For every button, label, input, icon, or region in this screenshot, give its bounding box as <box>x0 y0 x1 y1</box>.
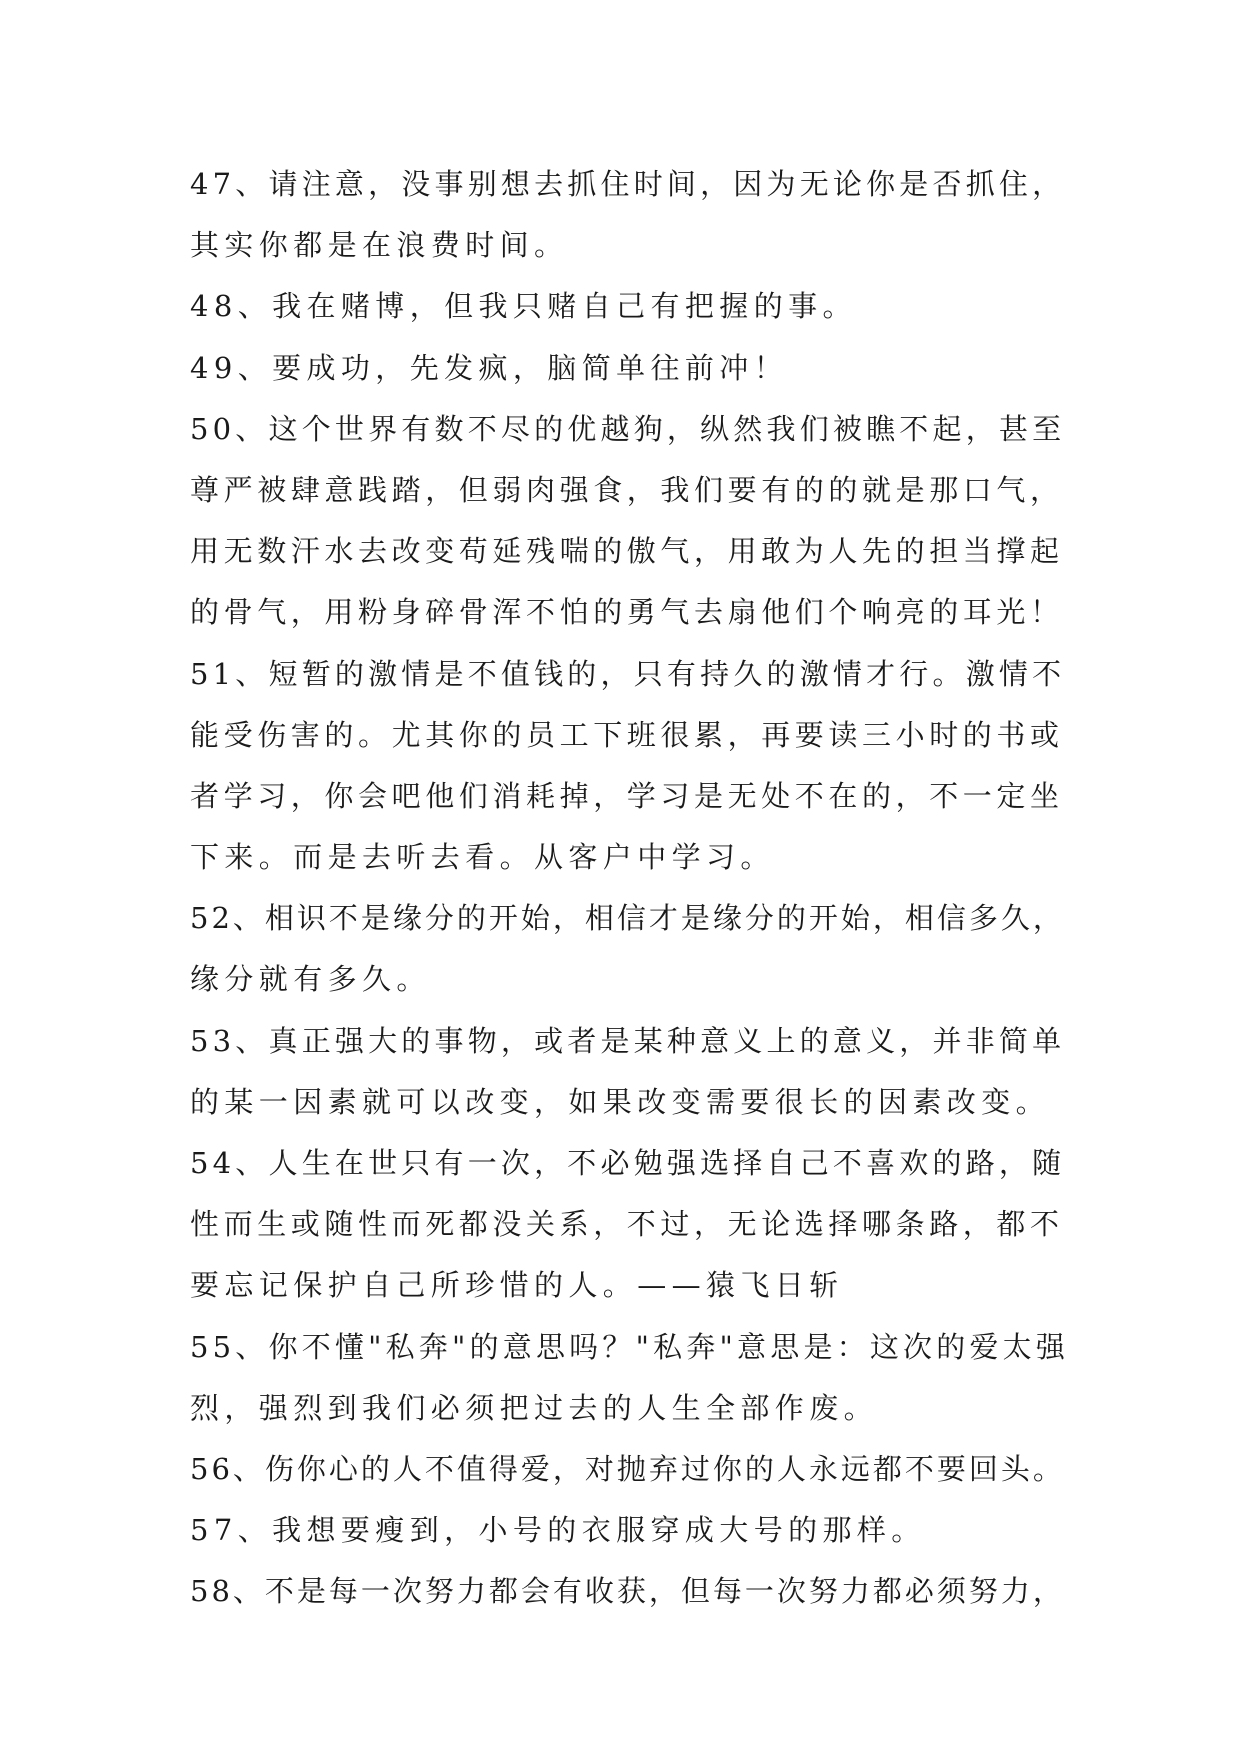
text-line: 51、短暂的激情是不值钱的，只有持久的激情才行。激情不 <box>190 656 1066 691</box>
document-body <box>190 154 1070 1623</box>
text-line: 缘分就有多久。 <box>190 962 431 997</box>
text-line: 者学习，你会吧他们消耗掉，学习是无处不在的，不一定坐 <box>190 778 1064 813</box>
text-line: 要忘记保护自己所珍惜的人。——猿飞日斩 <box>190 1268 844 1303</box>
text-line: 58、不是每一次努力都会有收获，但每一次努力都必须努力， <box>190 1574 1065 1609</box>
text-line: 55、你不懂"私奔"的意思吗？"私奔"意思是：这次的爱太强 <box>190 1329 1070 1364</box>
text-line: 其实你都是在浪费时间。 <box>190 228 569 263</box>
text-line: 性而生或随性而死都没关系，不过，无论选择哪条路，都不 <box>190 1207 1064 1242</box>
text-line: 53、真正强大的事物，或者是某种意义上的意义，并非简单 <box>190 1023 1066 1058</box>
text-line: 52、相识不是缘分的开始，相信才是缘分的开始，相信多久， <box>190 901 1065 936</box>
text-line: 57、我想要瘦到，小号的衣服穿成大号的那样。 <box>190 1513 926 1548</box>
text-line: 56、伤你心的人不值得爱，对抛弃过你的人永远都不要回头。 <box>190 1451 1065 1486</box>
text-line: 的骨气，用粉身碎骨浑不怕的勇气去扇他们个响亮的耳光！ <box>190 595 1064 630</box>
text-line: 54、人生在世只有一次，不必勉强选择自己不喜欢的路，随 <box>190 1146 1066 1180</box>
text-line: 47、请注意，没事别想去抓住时间，因为无论你是否抓住， <box>190 167 1066 201</box>
text-line: 尊严被肆意践踏，但弱肉强食，我们要有的的就是那口气， <box>190 472 1064 507</box>
text-line: 能受伤害的。尤其你的员工下班很累，再要读三小时的书或 <box>190 717 1064 752</box>
text-line: 的某一因素就可以改变，如果改变需要很长的因素改变。 <box>190 1084 1051 1119</box>
text-line: 48、我在赌博，但我只赌自己有把握的事。 <box>190 289 857 324</box>
text-line: 50、这个世界有数不尽的优越狗，纵然我们被瞧不起，甚至 <box>190 411 1066 446</box>
text-line: 49、要成功，先发疯，脑简单往前冲！ <box>190 350 789 385</box>
text-line: 下来。而是去听去看。从客户中学习。 <box>190 840 775 875</box>
text-line: 烈，强烈到我们必须把过去的人生全部作废。 <box>190 1390 879 1425</box>
text-line: 用无数汗水去改变苟延残喘的傲气，用敢为人先的担当撑起 <box>190 534 1064 569</box>
